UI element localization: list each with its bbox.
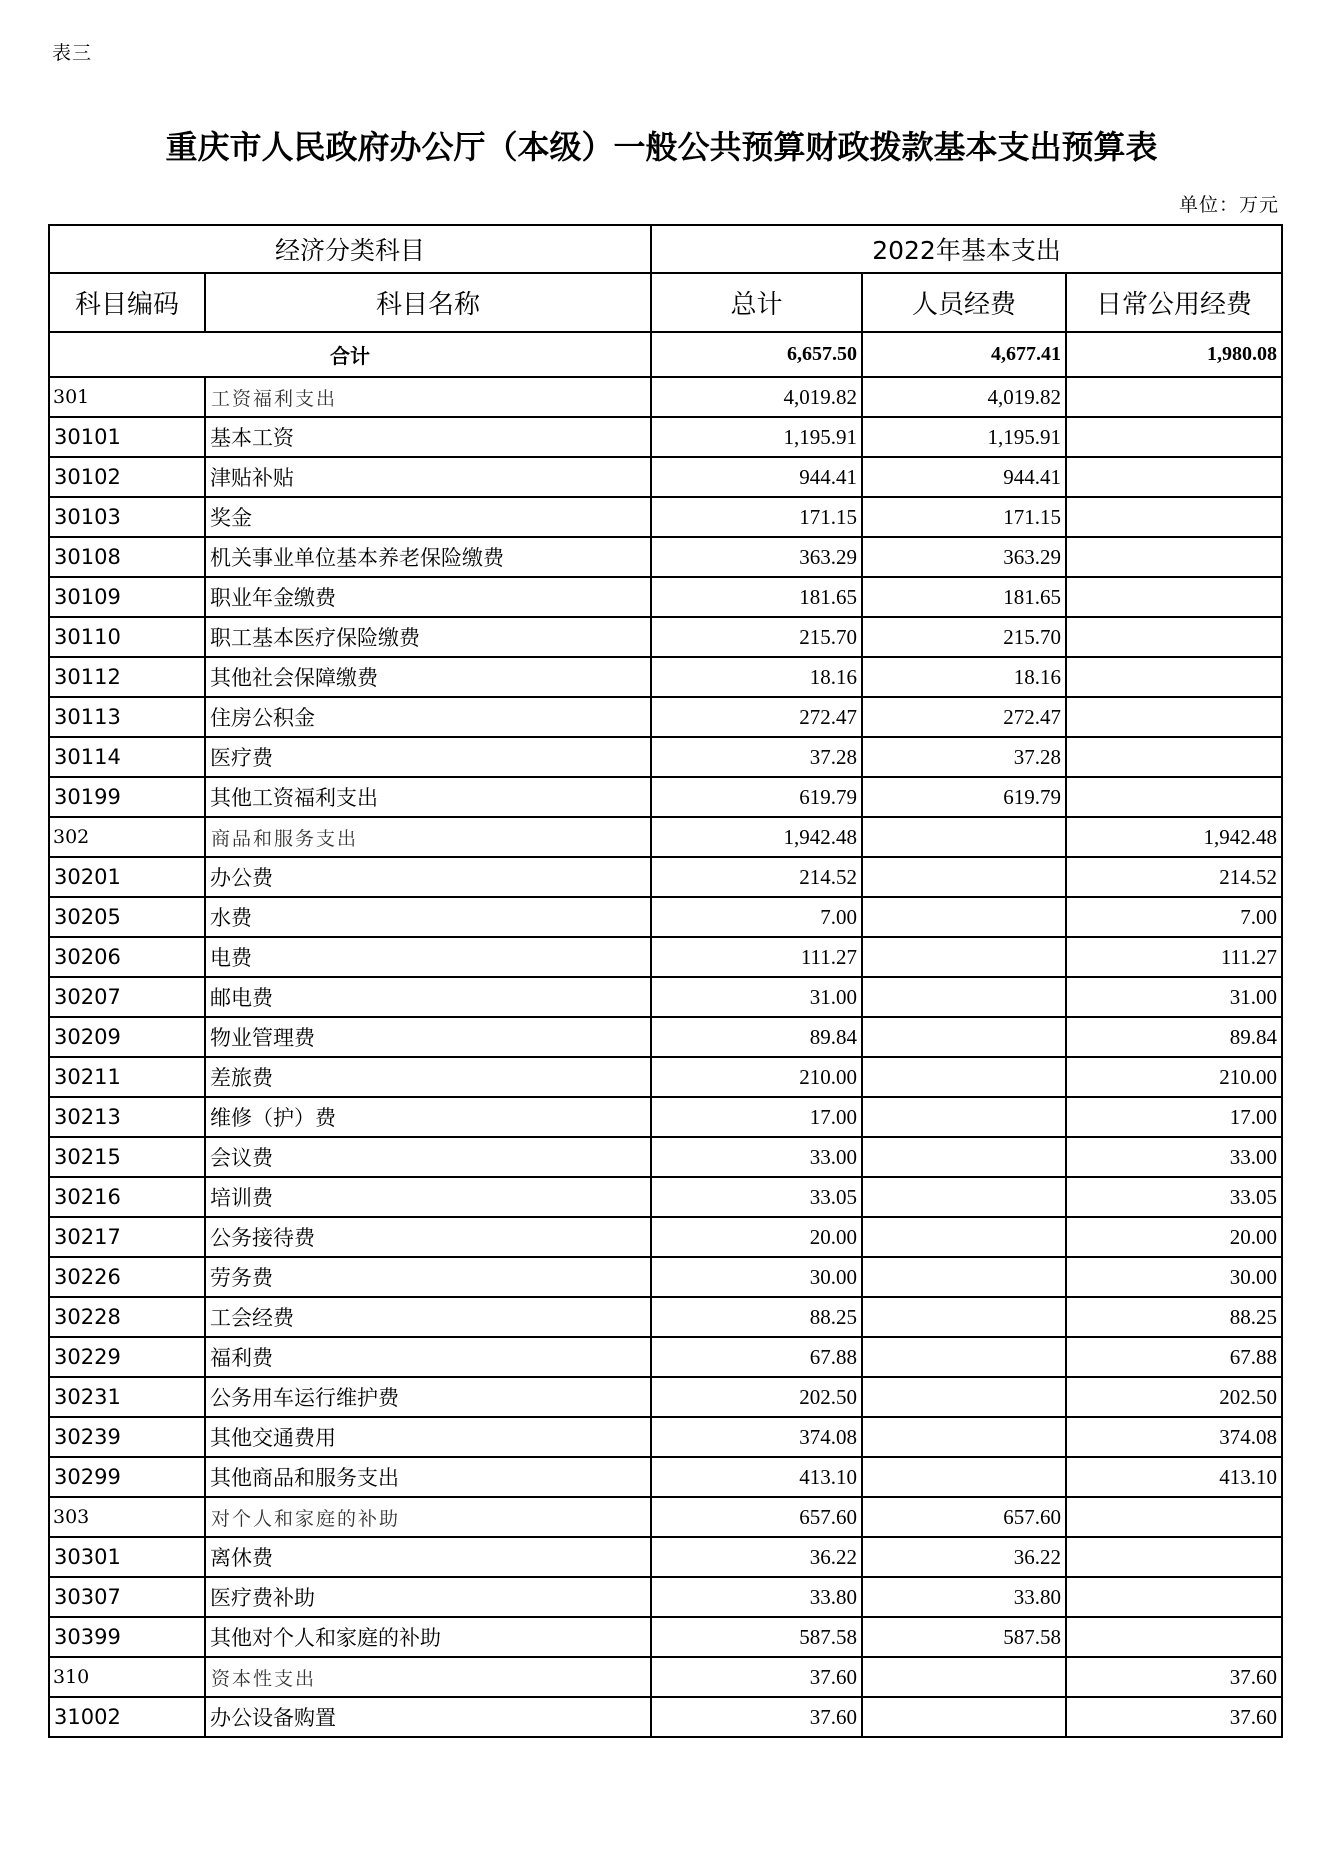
- total-value: 210.00: [651, 1057, 862, 1097]
- subject-name: 公务用车运行维护费: [205, 1377, 651, 1417]
- personnel-value: [862, 1337, 1066, 1377]
- total-value: 18.16: [651, 657, 862, 697]
- total-value: 36.22: [651, 1537, 862, 1577]
- subject-code: 30199: [49, 777, 205, 817]
- public-value: 374.08: [1066, 1417, 1282, 1457]
- total-personnel: 4,677.41: [862, 332, 1066, 377]
- table-row: [49, 1537, 1282, 1577]
- header-personnel: 人员经费: [862, 273, 1066, 332]
- total-label: 合计: [49, 332, 651, 377]
- page-title: 重庆市人民政府办公厅（本级）一般公共预算财政拨款基本支出预算表: [165, 128, 1158, 166]
- personnel-value: 657.60: [862, 1497, 1066, 1537]
- total-value: 33.80: [651, 1577, 862, 1617]
- public-value: [1066, 1537, 1282, 1577]
- subject-name: 工会经费: [205, 1297, 651, 1337]
- total-value: 30.00: [651, 1257, 862, 1297]
- personnel-value: 4,019.82: [862, 377, 1066, 417]
- total-sum: 6,657.50: [651, 332, 862, 377]
- table-row: [49, 1297, 1282, 1337]
- public-value: [1066, 737, 1282, 777]
- total-value: 363.29: [651, 537, 862, 577]
- total-value: 657.60: [651, 1497, 862, 1537]
- subject-name: 邮电费: [205, 977, 651, 1017]
- total-value: 619.79: [651, 777, 862, 817]
- subject-code: 310: [49, 1657, 205, 1697]
- budget-table: [48, 224, 1283, 1738]
- total-value: 37.28: [651, 737, 862, 777]
- subject-name: 其他对个人和家庭的补助: [205, 1617, 651, 1657]
- public-value: 111.27: [1066, 937, 1282, 977]
- subject-code: 30206: [49, 937, 205, 977]
- public-value: 7.00: [1066, 897, 1282, 937]
- subject-code: 30113: [49, 697, 205, 737]
- subject-name: 工资福利支出: [205, 377, 651, 417]
- subject-code: 30207: [49, 977, 205, 1017]
- public-value: 214.52: [1066, 857, 1282, 897]
- personnel-value: [862, 897, 1066, 937]
- total-value: 215.70: [651, 617, 862, 657]
- total-value: 944.41: [651, 457, 862, 497]
- total-value: 1,195.91: [651, 417, 862, 457]
- public-value: 1,942.48: [1066, 817, 1282, 857]
- subject-name: 奖金: [205, 497, 651, 537]
- table-row: [49, 1617, 1282, 1657]
- total-value: 33.05: [651, 1177, 862, 1217]
- personnel-value: 181.65: [862, 577, 1066, 617]
- personnel-value: 619.79: [862, 777, 1066, 817]
- subject-name: 住房公积金: [205, 697, 651, 737]
- table-row: [49, 497, 1282, 537]
- personnel-value: [862, 937, 1066, 977]
- total-value: 7.00: [651, 897, 862, 937]
- total-value: 20.00: [651, 1217, 862, 1257]
- total-value: 33.00: [651, 1137, 862, 1177]
- public-value: [1066, 417, 1282, 457]
- header-group-row: [49, 225, 1282, 273]
- table-row: [49, 577, 1282, 617]
- public-value: 17.00: [1066, 1097, 1282, 1137]
- personnel-value: [862, 1377, 1066, 1417]
- public-value: 413.10: [1066, 1457, 1282, 1497]
- subject-name: 水费: [205, 897, 651, 937]
- subject-name: 离休费: [205, 1537, 651, 1577]
- personnel-value: [862, 977, 1066, 1017]
- personnel-value: 18.16: [862, 657, 1066, 697]
- header-total: 总计: [651, 273, 862, 332]
- personnel-value: [862, 1097, 1066, 1137]
- subject-name: 办公费: [205, 857, 651, 897]
- personnel-value: [862, 1057, 1066, 1097]
- unit-label: 单位：万元: [1178, 194, 1279, 216]
- table-row: [49, 1457, 1282, 1497]
- total-value: 31.00: [651, 977, 862, 1017]
- table-row: [49, 777, 1282, 817]
- subject-code: 30226: [49, 1257, 205, 1297]
- total-value: 37.60: [651, 1657, 862, 1697]
- public-value: [1066, 1497, 1282, 1537]
- table-row: [49, 417, 1282, 457]
- subject-code: 30299: [49, 1457, 205, 1497]
- table-row: [49, 1377, 1282, 1417]
- subject-name: 其他商品和服务支出: [205, 1457, 651, 1497]
- category-row: [49, 377, 1282, 417]
- subject-name: 医疗费: [205, 737, 651, 777]
- public-value: 31.00: [1066, 977, 1282, 1017]
- personnel-value: 944.41: [862, 457, 1066, 497]
- total-public: 1,980.08: [1066, 332, 1282, 377]
- subject-code: 31002: [49, 1697, 205, 1737]
- header-subject-name: 科目名称: [205, 273, 651, 332]
- subject-code: 30109: [49, 577, 205, 617]
- personnel-value: [862, 1017, 1066, 1057]
- personnel-value: [862, 1257, 1066, 1297]
- subject-name: 会议费: [205, 1137, 651, 1177]
- subject-name: 公务接待费: [205, 1217, 651, 1257]
- public-value: 37.60: [1066, 1697, 1282, 1737]
- public-value: 30.00: [1066, 1257, 1282, 1297]
- table-row: [49, 1217, 1282, 1257]
- personnel-value: [862, 1657, 1066, 1697]
- subject-name: 办公设备购置: [205, 1697, 651, 1737]
- subject-name: 医疗费补助: [205, 1577, 651, 1617]
- public-value: [1066, 617, 1282, 657]
- personnel-value: [862, 817, 1066, 857]
- header-column-row: [49, 273, 1282, 332]
- header-econ-classification: 经济分类科目: [49, 225, 651, 273]
- subject-code: 30301: [49, 1537, 205, 1577]
- subject-name: 机关事业单位基本养老保险缴费: [205, 537, 651, 577]
- subject-code: 302: [49, 817, 205, 857]
- personnel-value: 37.28: [862, 737, 1066, 777]
- table-body: [49, 332, 1282, 1737]
- subject-name: 其他社会保障缴费: [205, 657, 651, 697]
- table-row: [49, 1137, 1282, 1177]
- subject-code: 30102: [49, 457, 205, 497]
- subject-code: 30205: [49, 897, 205, 937]
- public-value: 202.50: [1066, 1377, 1282, 1417]
- public-value: [1066, 497, 1282, 537]
- total-value: 88.25: [651, 1297, 862, 1337]
- table-row: [49, 897, 1282, 937]
- subject-code: 30307: [49, 1577, 205, 1617]
- subject-name: 对个人和家庭的补助: [205, 1497, 651, 1537]
- subject-name: 津贴补贴: [205, 457, 651, 497]
- public-value: [1066, 457, 1282, 497]
- table-row: [49, 1697, 1282, 1737]
- table-row: [49, 1337, 1282, 1377]
- subject-name: 商品和服务支出: [205, 817, 651, 857]
- subject-code: 303: [49, 1497, 205, 1537]
- table-row: [49, 617, 1282, 657]
- public-value: [1066, 657, 1282, 697]
- personnel-value: 587.58: [862, 1617, 1066, 1657]
- subject-name: 资本性支出: [205, 1657, 651, 1697]
- subject-code: 30101: [49, 417, 205, 457]
- personnel-value: 363.29: [862, 537, 1066, 577]
- subject-code: 30201: [49, 857, 205, 897]
- personnel-value: [862, 1177, 1066, 1217]
- personnel-value: [862, 1217, 1066, 1257]
- table-row: [49, 697, 1282, 737]
- subject-name: 物业管理费: [205, 1017, 651, 1057]
- category-row: [49, 817, 1282, 857]
- subject-code: 30229: [49, 1337, 205, 1377]
- total-row: [49, 332, 1282, 377]
- subject-code: 30215: [49, 1137, 205, 1177]
- subject-name: 福利费: [205, 1337, 651, 1377]
- subject-name: 培训费: [205, 1177, 651, 1217]
- public-value: 33.00: [1066, 1137, 1282, 1177]
- total-value: 202.50: [651, 1377, 862, 1417]
- category-row: [49, 1497, 1282, 1537]
- table-row: [49, 1017, 1282, 1057]
- total-value: 413.10: [651, 1457, 862, 1497]
- public-value: [1066, 1577, 1282, 1617]
- public-value: 88.25: [1066, 1297, 1282, 1337]
- document-label: 表三: [52, 42, 93, 64]
- table-row: [49, 1257, 1282, 1297]
- subject-code: 301: [49, 377, 205, 417]
- table-row: [49, 857, 1282, 897]
- personnel-value: [862, 1417, 1066, 1457]
- public-value: 37.60: [1066, 1657, 1282, 1697]
- table-row: [49, 457, 1282, 497]
- public-value: [1066, 1617, 1282, 1657]
- category-row: [49, 1657, 1282, 1697]
- subject-code: 30114: [49, 737, 205, 777]
- public-value: [1066, 777, 1282, 817]
- table-row: [49, 537, 1282, 577]
- total-value: 587.58: [651, 1617, 862, 1657]
- subject-name: 其他交通费用: [205, 1417, 651, 1457]
- total-value: 4,019.82: [651, 377, 862, 417]
- subject-code: 30213: [49, 1097, 205, 1137]
- public-value: 67.88: [1066, 1337, 1282, 1377]
- subject-name: 电费: [205, 937, 651, 977]
- personnel-value: 171.15: [862, 497, 1066, 537]
- table-row: [49, 737, 1282, 777]
- subject-code: 30108: [49, 537, 205, 577]
- subject-code: 30211: [49, 1057, 205, 1097]
- personnel-value: [862, 857, 1066, 897]
- personnel-value: [862, 1697, 1066, 1737]
- subject-name: 差旅费: [205, 1057, 651, 1097]
- personnel-value: 36.22: [862, 1537, 1066, 1577]
- total-value: 272.47: [651, 697, 862, 737]
- public-value: [1066, 697, 1282, 737]
- subject-name: 维修（护）费: [205, 1097, 651, 1137]
- table-row: [49, 1097, 1282, 1137]
- total-value: 67.88: [651, 1337, 862, 1377]
- table-row: [49, 657, 1282, 697]
- personnel-value: 33.80: [862, 1577, 1066, 1617]
- subject-code: 30217: [49, 1217, 205, 1257]
- table-row: [49, 937, 1282, 977]
- total-value: 181.65: [651, 577, 862, 617]
- public-value: 210.00: [1066, 1057, 1282, 1097]
- subject-code: 30399: [49, 1617, 205, 1657]
- total-value: 374.08: [651, 1417, 862, 1457]
- public-value: [1066, 537, 1282, 577]
- subject-code: 30110: [49, 617, 205, 657]
- subject-name: 职工基本医疗保险缴费: [205, 617, 651, 657]
- subject-name: 职业年金缴费: [205, 577, 651, 617]
- table-row: [49, 977, 1282, 1017]
- header-subject-code: 科目编码: [49, 273, 205, 332]
- table-row: [49, 1057, 1282, 1097]
- subject-code: 30216: [49, 1177, 205, 1217]
- total-value: 17.00: [651, 1097, 862, 1137]
- personnel-value: 215.70: [862, 617, 1066, 657]
- subject-name: 劳务费: [205, 1257, 651, 1297]
- table-row: [49, 1417, 1282, 1457]
- subject-code: 30231: [49, 1377, 205, 1417]
- total-value: 1,942.48: [651, 817, 862, 857]
- public-value: [1066, 377, 1282, 417]
- table-row: [49, 1177, 1282, 1217]
- subject-name: 其他工资福利支出: [205, 777, 651, 817]
- header-public: 日常公用经费: [1066, 273, 1282, 332]
- header-2022-basic-expenditure: 2022年基本支出: [651, 225, 1282, 273]
- personnel-value: 272.47: [862, 697, 1066, 737]
- total-value: 37.60: [651, 1697, 862, 1737]
- personnel-value: [862, 1137, 1066, 1177]
- public-value: 20.00: [1066, 1217, 1282, 1257]
- subject-name: 基本工资: [205, 417, 651, 457]
- public-value: 33.05: [1066, 1177, 1282, 1217]
- table-row: [49, 1577, 1282, 1617]
- subject-code: 30103: [49, 497, 205, 537]
- public-value: [1066, 577, 1282, 617]
- subject-code: 30239: [49, 1417, 205, 1457]
- personnel-value: [862, 1297, 1066, 1337]
- total-value: 214.52: [651, 857, 862, 897]
- total-value: 89.84: [651, 1017, 862, 1057]
- total-value: 171.15: [651, 497, 862, 537]
- subject-code: 30228: [49, 1297, 205, 1337]
- total-value: 111.27: [651, 937, 862, 977]
- subject-code: 30112: [49, 657, 205, 697]
- personnel-value: [862, 1457, 1066, 1497]
- personnel-value: 1,195.91: [862, 417, 1066, 457]
- public-value: 89.84: [1066, 1017, 1282, 1057]
- subject-code: 30209: [49, 1017, 205, 1057]
